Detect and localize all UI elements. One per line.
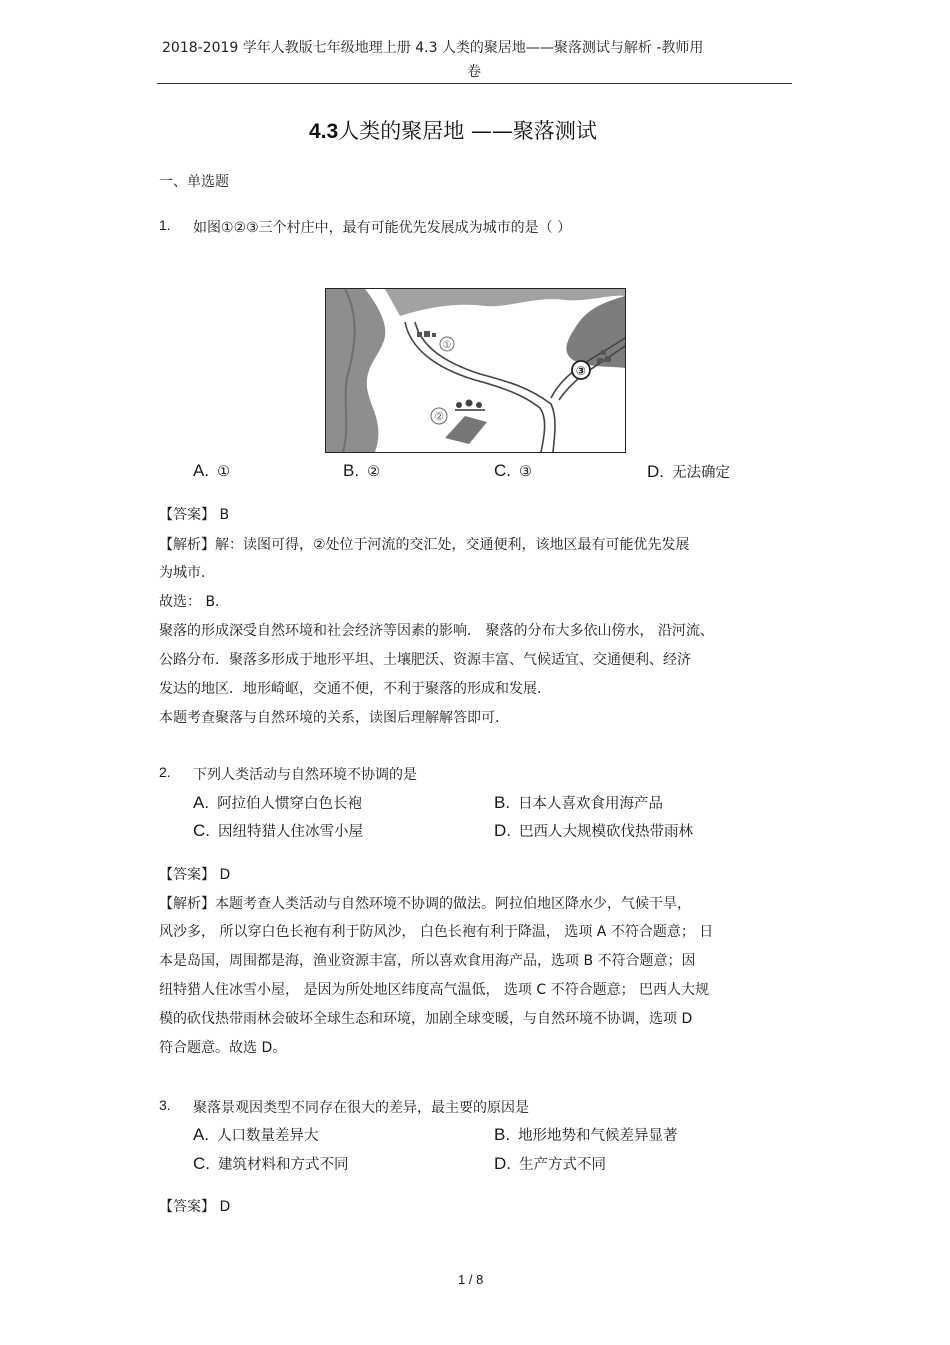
page-number: 1 / 8: [458, 1272, 484, 1287]
q2-analysis-line: 本是岛国，周围都是海，渔业资源丰富，所以喜欢食用海产品，选项 B 不符合题意；因: [159, 953, 696, 969]
q3-option-a: A. 人口数量差异大: [193, 1125, 319, 1144]
q2-analysis-line: 符合题意。故选 D。: [159, 1040, 287, 1056]
q2-option-d: D. 巴西人大规模砍伐热带雨林: [494, 821, 693, 840]
q1-analysis-line: 【解析】解：读图可得，②处位于河流的交汇处，交通便利，该地区最有可能优先发展: [159, 537, 690, 553]
q1-analysis-line: 公路分布．聚落多形成于地形平坦、土壤肥沃、资源丰富、气候适宜、交通便利、经济: [159, 652, 691, 668]
q2-option-b: B. 日本人喜欢食用海产品: [494, 793, 664, 812]
q1-analysis-line: 发达的地区．地形崎岖，交通不便，不利于聚落的形成和发展．: [159, 681, 551, 697]
doc-header-line2: 卷: [467, 64, 481, 80]
q2-number: 2.: [159, 764, 171, 780]
header-divider: [157, 83, 792, 84]
q1-analysis-line: 本题考查聚落与自然环境的关系，读图后理解解答即可．: [159, 710, 509, 726]
q2-analysis-line: 纽特猎人住冰雪小屋， 是因为所处地区纬度高气温低， 选项 C 不符合题意； 巴西人大规: [159, 982, 710, 998]
q3-option-c: C. 建筑材料和方式不同: [193, 1154, 349, 1173]
q1-analysis-line: 故选： B．: [159, 594, 230, 610]
title-text: 人类的聚居地 ——聚落测试: [338, 119, 597, 143]
q2-analysis-line: 【解析】本题考查人类活动与自然环境不协调的做法。阿拉伯地区降水少，气候干旱，: [159, 896, 691, 912]
q2-answer: 【答案】 D: [159, 867, 231, 883]
q3-option-d: D. 生产方式不同: [494, 1154, 606, 1173]
q2-option-a: A. 阿拉伯人惯穿白色长袍: [193, 793, 363, 812]
q3-option-b: B. 地形地势和气候差异显著: [494, 1125, 678, 1144]
map-label-1: ①: [442, 340, 452, 351]
village-map-figure: [325, 288, 626, 453]
section-heading: 一、单选题: [159, 174, 229, 190]
q1-analysis-line: 聚落的形成深受自然环境和社会经济等因素的影响． 聚落的分布大多依山傍水， 沿河流、: [159, 623, 714, 639]
q1-answer: 【答案】 B: [159, 507, 230, 523]
q1-number: 1.: [159, 217, 171, 233]
page-title: [309, 115, 597, 145]
q3-answer: 【答案】 D: [159, 1199, 231, 1215]
q1-option-b: B. ②: [343, 461, 381, 480]
q1-option-d: D. 无法确定: [647, 462, 730, 481]
q3-number: 3.: [159, 1097, 171, 1113]
title-number: 4.3: [309, 120, 339, 143]
q1-analysis-line: 为城市．: [159, 565, 215, 581]
map-label-2: ②: [434, 410, 444, 423]
q2-analysis-line: 模的砍伐热带雨林会破坏全球生态和环境，加剧全球变暖，与自然环境不协调，选项 D: [159, 1011, 693, 1027]
q1-option-c: C. ③: [494, 461, 532, 480]
q1-option-a: A. ①: [193, 461, 231, 480]
q1-stem: 如图①②③三个村庄中，最有可能优先发展成为城市的是（ ）: [193, 220, 572, 236]
q2-option-c: C. 因纽特猎人住冰雪小屋: [193, 821, 363, 840]
doc-header-line1: 2018-2019 学年人教版七年级地理上册 4.3 人类的聚居地——聚落测试与解析 -教师用: [162, 40, 704, 56]
map-label-3: ③: [575, 364, 587, 378]
q2-stem: 下列人类活动与自然环境不协调的是: [193, 767, 417, 783]
q2-analysis-line: 风沙多， 所以穿白色长袍有利于防风沙， 白色长袍有利于降温， 选项 A 不符合题意； 日: [159, 924, 714, 940]
q3-stem: 聚落景观因类型不同存在很大的差异，最主要的原因是: [193, 1100, 529, 1116]
